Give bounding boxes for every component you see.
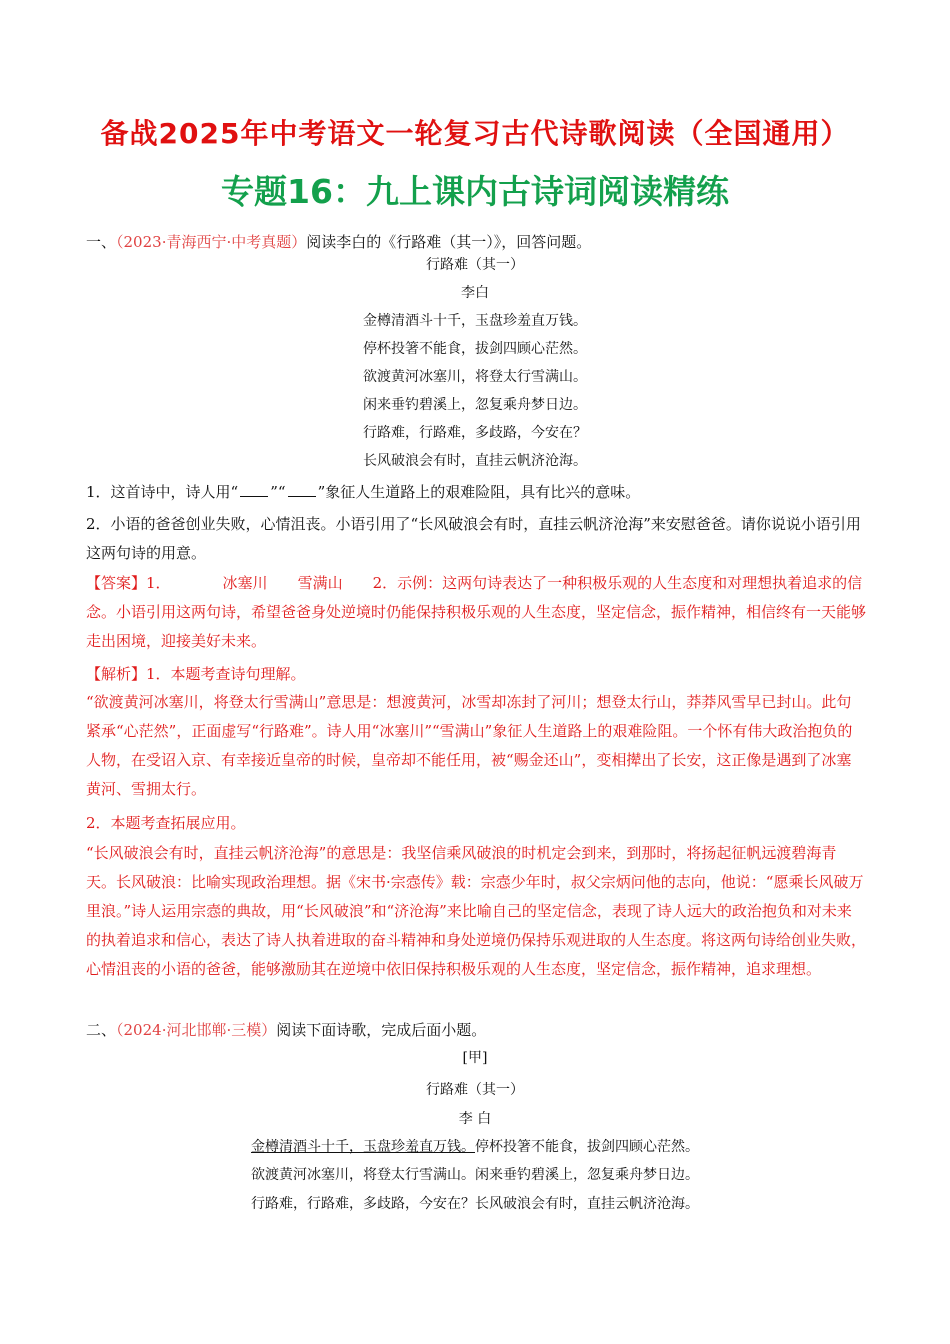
answer-label: 【答案】1． <box>86 574 171 592</box>
q2-poem-author: 李 白 <box>458 1111 492 1127</box>
q1-poem-line: 金樽清酒斗十千，玉盘珍羞直万钱。 <box>363 313 587 329</box>
q2-poem-line: 金樽清酒斗十千，玉盘珍羞直万钱。停杯投箸不能食，拔剑四顾心茫然。 <box>251 1139 699 1155</box>
q2-poem-line: 行路难，行路难，多歧路，今安在？长风破浪会有时，直挂云帆济沧海。 <box>251 1196 699 1212</box>
q1-poem-title: 行路难（其一） <box>426 257 524 273</box>
q1-poem-author: 李白 <box>461 285 489 301</box>
q2-poem-line: 欲渡黄河冰塞川，将登太行雪满山。闲来垂钓碧溪上，忽复乘舟梦日边。 <box>251 1167 699 1183</box>
q1-analysis-paragraph: “欲渡黄河冰塞川，将登太行雪满山”意思是：想渡黄河，冰雪却冻封了河川；想登太行山，莽莽风雪早已封山。此句紧承“心茫然”，正面虚写“行路难”。诗人用“冰塞川”“雪满山”象征人生道路上的艰难险阻。一个怀有伟大政治抱负的人物，在受诏入京、有幸接近皇帝的时候，皇帝却不能任用，被“赐金还山”，变相撵出了长安，这正像是遇到了冰塞黄河、雪拥太行。 <box>86 693 853 798</box>
answer-item: 冰塞川 <box>222 574 268 592</box>
q1-analysis-paragraph: “长风破浪会有时，直挂云帆济沧海”的意思是：我坚信乘风破浪的时机定会到来，到那时，将扬起征帆远渡碧海青天。长风破浪：比喻实现政治理想。据《宋书·宗悫传》载：宗悫少年时，叔父宗炳问他的志向，他说：“愿乘长风破万里浪。”诗人运用宗悫的典故，用“长风破浪”和“济沧海”来比喻自己的坚定信念，表现了诗人远大的政治抱负和对未来的执着追求和信心，表达了诗人执着进取的奋斗精神和身处逆境仍保持乐观进取的人生态度。将这两句诗给创业失败，心情沮丧的小语的爸爸，能够激励其在逆境中依旧保持积极乐观的人生态度，坚定信念，振作精神，追求理想。 <box>86 844 867 978</box>
q1-poem-line: 停杯投箸不能食，拔剑四顾心茫然。 <box>363 341 587 357</box>
q1-source: （2023·青海西宁·中考真题） <box>116 233 307 251</box>
document-subtitle: 专题16：九上课内古诗词阅读精练 <box>221 172 729 211</box>
q1-poem-line: 闲来垂钓碧溪上，忽复乘舟梦日边。 <box>363 397 587 413</box>
q1-number: 一、 <box>86 233 117 251</box>
q2-poem-title: 行路难（其一） <box>426 1082 524 1098</box>
q1-sub-question-2: 2．小语的爸爸创业失败，心情沮丧。小语引用了“长风破浪会有时，直挂云帆济沧海”来安慰爸爸。请你说说小语引用这两句诗的用意。 <box>86 515 861 562</box>
q2-prompt: 阅读下面诗歌，完成后面小题。 <box>276 1021 487 1039</box>
q1-poem-line: 长风破浪会有时，直挂云帆济沧海。 <box>363 453 587 469</box>
q1-answer <box>86 569 866 656</box>
analysis-label: 【解析】 <box>86 665 147 683</box>
answer-text: 2．示例：这两句诗表达了一种积极乐观的人生态度和对理想执着追求的信念。小语引用这两句诗，希望爸爸身处逆境时仍能保持积极乐观的人生态度，坚定信念，振作精神，相信终有一天能够走出困境，迎接美好未来。 <box>86 574 867 650</box>
q1-poem-line: 欲渡黄河冰塞川，将登太行雪满山。 <box>363 369 587 385</box>
underlined-verse: 金樽清酒斗十千，玉盘珍羞直万钱。 <box>251 1139 475 1155</box>
q2-poem-marker: [甲] <box>462 1050 488 1066</box>
q1-analysis-heading: 【解析】1．本题考查诗句理解。 <box>86 665 306 683</box>
answer-item: 雪满山 <box>297 574 343 592</box>
document-title: 备战2025年中考语文一轮复习古代诗歌阅读（全国通用） <box>100 117 850 150</box>
q1-heading <box>86 232 591 252</box>
q2-heading <box>86 1020 486 1040</box>
q1-analysis-heading-2: 2．本题考查拓展应用。 <box>86 814 246 832</box>
q2-source: （2024·河北邯郸·三模） <box>116 1021 277 1039</box>
answer-blank <box>288 484 316 497</box>
q1-poem-line: 行路难，行路难，多歧路，今安在？ <box>363 425 587 441</box>
q1-prompt: 阅读李白的《行路难（其一）》，回答问题。 <box>306 233 592 251</box>
q2-number: 二、 <box>86 1021 117 1039</box>
answer-blank <box>240 484 268 497</box>
q1-sub-question-1: 1．这首诗中，诗人用“ ”“ ”象征人生道路上的艰难险阻，具有比兴的意味。 <box>86 483 641 501</box>
